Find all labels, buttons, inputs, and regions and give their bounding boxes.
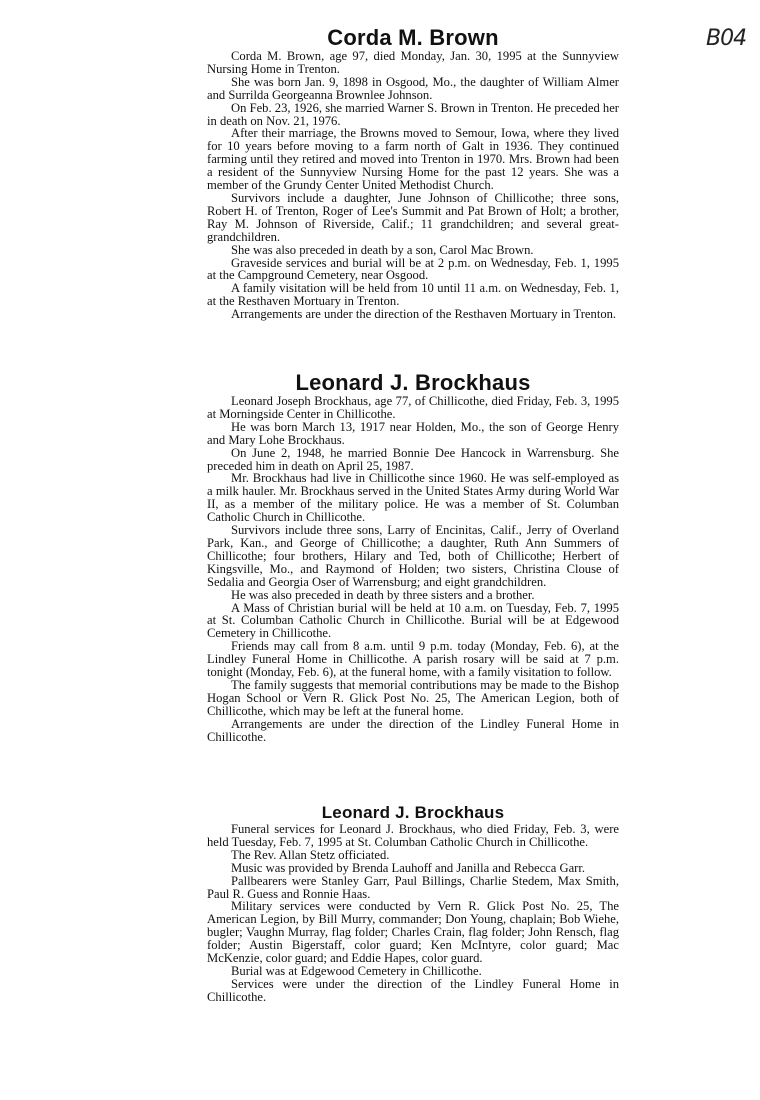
obituary-leonard-brockhaus xyxy=(207,371,619,743)
paragraph: He was also preceded in death by three sisters and a brother. xyxy=(231,587,535,602)
paragraph: The Rev. Allan Stetz officiated. xyxy=(231,847,390,862)
paragraph: Funeral services for Leonard J. Brockhaus, who died Friday, Feb. 3, were held Tuesday, Feb. 7, 1995 at St. Columban Catholic Church in Chillicothe. xyxy=(207,822,619,849)
obituary-title: Corda M. Brown xyxy=(327,25,499,50)
paragraph: A family visitation will be held from 10 until 11 a.m. on Wednesday, Feb. 1, at the Resthaven Mortuary in Trenton. xyxy=(207,281,619,309)
paragraph: Leonard Joseph Brockhaus, age 77, of Chillicothe, died Friday, Feb. 3, 1995 at Morningside Center in Chillicothe. xyxy=(207,394,619,421)
paragraph: Arrangements are under the direction of the Resthaven Mortuary in Trenton. xyxy=(231,307,617,322)
paragraph: Mr. Brockhaus had live in Chillicothe since 1960. He was self-employed as a milk hauler. Mr. Brockhaus served in the United States Army during World War II, as a member of the military police. He was a member of St. Columban Catholic Church in Chillicothe. xyxy=(207,471,619,525)
paragraph: Survivors include a daughter, June Johnson of Chillicothe; three sons, Robert H. of Trenton, Roger of Lee's Summit and Pat Brown of Holt; a brother, Ray M. Johnson of Riverside, Calif.; 11 grandchildren; and several great-grandchildren. xyxy=(207,190,619,244)
paragraph: Friends may call from 8 a.m. until 9 p.m. today (Monday, Feb. 6), at the Lindley Funeral Home in Chillicothe. A parish rosary will be said at 7 p.m. tonight (Monday, Feb. 6), at the funeral home, with a family visitation to follow. xyxy=(207,639,619,680)
paragraph: Music was provided by Brenda Lauhoff and Janilla and Rebecca Garr. xyxy=(231,860,586,875)
paragraph: Survivors include three sons, Larry of Encinitas, Calif., Jerry of Overland Park, Kan., and George of Chillicothe; a daughter, Ruth Ann Summers of Chillicothe; four brothers, Hilary and Ted, both of Chillicothe; Herbert of Kingsville, Mo., and Raymond of Holden; two sisters, Christina Clouse of Sedalia and Georgia Oser of Warrensburg; and eight grandchildren. xyxy=(207,523,619,589)
page-mark: B04 xyxy=(706,26,747,51)
paragraph: She was also preceded in death by a son, Carol Mac Brown. xyxy=(231,242,534,257)
paragraph: Burial was at Edgewood Cemetery in Chillicothe. xyxy=(231,963,482,978)
paragraph: On Feb. 23, 1926, she married Warner S. Brown in Trenton. He preceded her in death on Nov. 21, 1976. xyxy=(207,100,619,128)
paragraph: Services were under the direction of the Lindley Funeral Home in Chillicothe. xyxy=(207,976,619,1004)
paragraph: He was born March 13, 1917 near Holden, Mo., the son of George Henry and Mary Lohe Brockhaus. xyxy=(207,419,619,447)
paragraph: On June 2, 1948, he married Bonnie Dee Hancock in Warrensburg. She preceded him in death on April 25, 1987. xyxy=(207,445,619,473)
paragraph: After their marriage, the Browns moved to Semour, Iowa, where they lived for 10 years before moving to a farm north of Galt in 1936. They continued farming until they retired and moved into Trenton in 1970. Mrs. Brown had been a resident of the Sunnyview Nursing Home for the past 12 years. She was a member of the Grundy Center United Methodist Church. xyxy=(207,126,619,193)
paragraph: The family suggests that memorial contributions may be made to the Bishop Hogan School or Vern R. Glick Post No. 25, The American Legion, both of Chillicothe, which may be left at the funeral home. xyxy=(207,677,619,718)
funeral-notice-leonard-brockhaus xyxy=(207,803,619,1004)
paragraph: Military services were conducted by Vern R. Glick Post No. 25, The American Legion, by Bill Murry, commander; Don Young, chaplain; Bob Wiehe, bugler; Vaughn Murray, flag folder; Charles Crain, flag folder; John Rensch, flag folder; Austin Bigerstaff, color guard; Ken McIntyre, color guard; Mac McKenzie, color guard; and Eddie Hapes, color guard. xyxy=(207,899,619,966)
obituary-corda-brown xyxy=(207,26,619,321)
paragraph: A Mass of Christian burial will be held at 10 a.m. on Tuesday, Feb. 7, 1995 at St. Columban Catholic Church in Chillicothe. Burial will be at Edgewood Cemetery in Chillicothe. xyxy=(207,600,619,641)
paragraph: Graveside services and burial will be at 2 p.m. on Wednesday, Feb. 1, 1995 at the Campground Cemetery, near Osgood. xyxy=(207,255,619,283)
paragraph: Pallbearers were Stanley Garr, Paul Billings, Charlie Stedem, Max Smith, Paul R. Guess and Ronnie Haas. xyxy=(207,873,619,901)
obituary-title: Leonard J. Brockhaus xyxy=(295,370,531,395)
paragraph: Arrangements are under the direction of the Lindley Funeral Home in Chillicothe. xyxy=(207,716,619,744)
notice-title: Leonard J. Brockhaus xyxy=(321,803,505,822)
paragraph: She was born Jan. 9, 1898 in Osgood, Mo., the daughter of William Almer and Surrilda Georgeanna Brownlee Johnson. xyxy=(207,74,619,102)
paragraph: Corda M. Brown, age 97, died Monday, Jan. 30, 1995 at the Sunnyview Nursing Home in Trenton. xyxy=(207,49,619,76)
